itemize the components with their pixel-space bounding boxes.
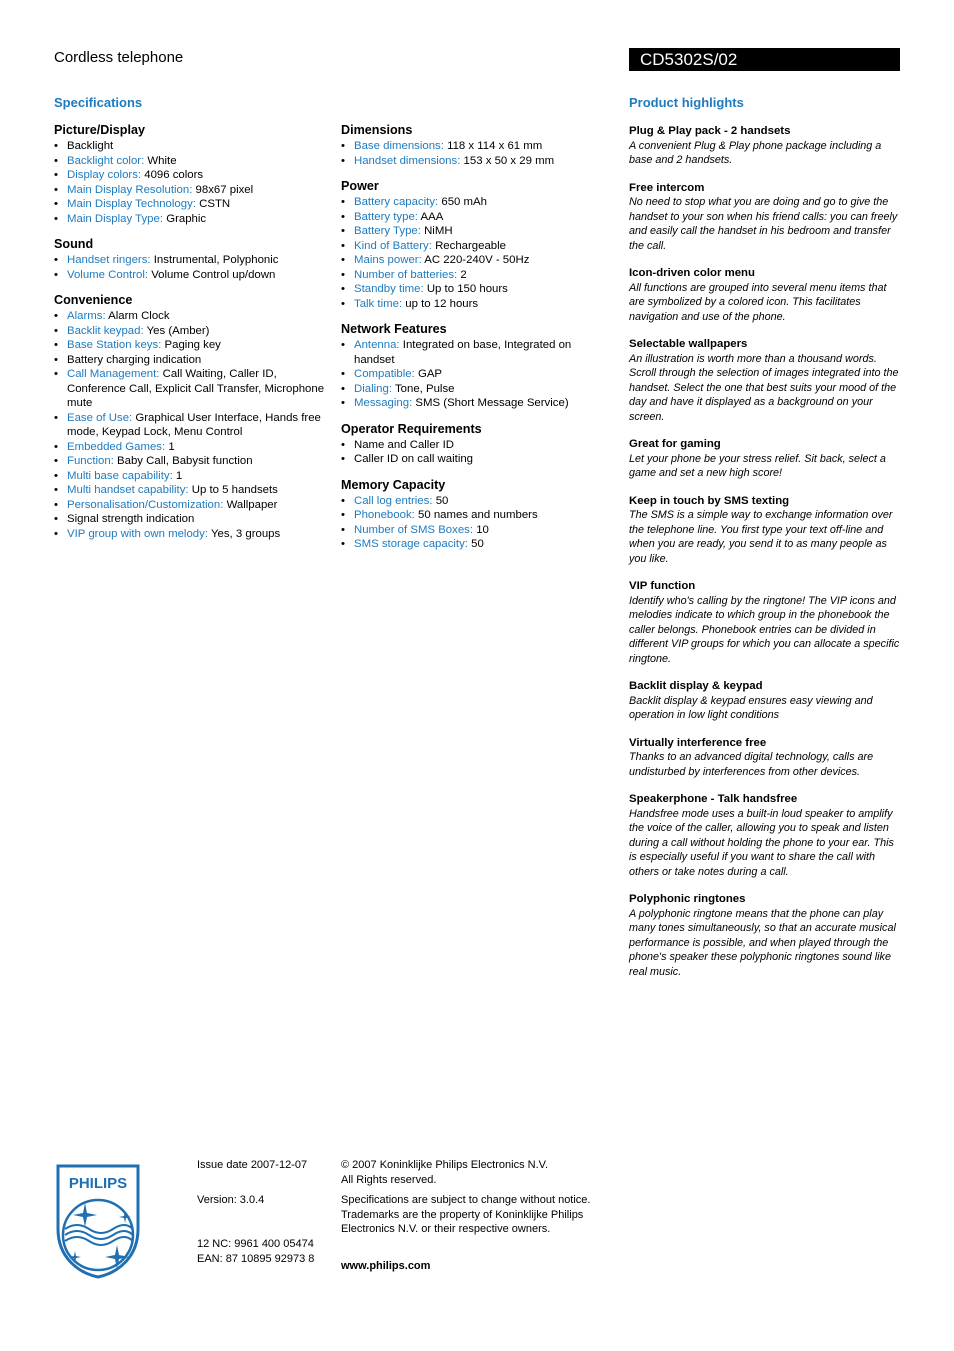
spec-item [54, 454, 329, 469]
spec-group-title: Network Features [341, 322, 447, 336]
spec-list [54, 139, 329, 226]
spec-label: Personalisation/Customization: [67, 498, 224, 511]
spec-value: Yes (Amber) [146, 324, 210, 337]
spec-group-convenience [54, 292, 329, 541]
spec-value: Caller ID on call waiting [354, 453, 474, 465]
spec-item [54, 411, 329, 440]
spec-item [341, 452, 586, 467]
spec-label: Base Station keys: [67, 339, 162, 351]
spec-value: Signal strength indication [67, 513, 195, 525]
spec-item [341, 253, 586, 268]
spec-label: Multi handset capability: [67, 484, 189, 496]
spec-item [54, 353, 329, 368]
specifications-heading: Specifications [54, 95, 143, 110]
spec-group-title: Dimensions [341, 123, 413, 137]
highlight-text: A convenient Plug & Play phone package including a base and 2 handsets. [629, 139, 882, 166]
highlight-keep-in-touch-by-sms-texting [629, 494, 901, 567]
highlight-text: An illustration is worth more than a thousand words. Scroll through the selection of images integrated into the handset. Select the one that best suits your mood of the day and have it displayed as a background on your screen. [629, 352, 899, 423]
highlight-icon-driven-color-menu [629, 266, 901, 324]
highlight-title: Polyphonic ringtones [629, 893, 746, 905]
specifications-column-1 [54, 122, 329, 551]
spec-item [341, 154, 586, 169]
spec-item [54, 309, 329, 324]
spec-item [341, 297, 586, 312]
ean-code: EAN: 87 10895 92973 8 [197, 1252, 315, 1265]
highlight-title: Selectable wallpapers [629, 338, 748, 350]
spec-label: Kind of Battery: [354, 239, 432, 252]
spec-item [54, 498, 329, 513]
spec-label: Display colors: [67, 169, 142, 181]
philips-shield-logo [55, 1163, 141, 1279]
highlight-title: Backlit display & keypad [629, 680, 763, 692]
spec-label: Battery type: [354, 210, 418, 223]
spec-item [341, 396, 586, 411]
spec-value: Yes, 3 groups [210, 527, 281, 540]
highlight-speakerphone-talk-handsfree [629, 792, 901, 879]
model-number-banner: CD5302S/02 [629, 48, 900, 71]
highlight-text: The SMS is a simple way to exchange information over the telephone line. You first type your text off-line and when you are ready, you send it to as many people as you like. [629, 509, 893, 565]
spec-value: Backlight [67, 140, 114, 152]
spec-value: 98x67 pixel [195, 183, 254, 196]
highlight-plug-play-pack-2-handsets [629, 124, 901, 168]
spec-item [341, 239, 586, 254]
philips-wordmark: PHILIPS [68, 1175, 128, 1192]
spec-label: Backlit keypad: [67, 324, 144, 337]
highlight-vip-function [629, 579, 901, 666]
spec-value: 10 [476, 523, 489, 536]
spec-group-power [341, 178, 586, 311]
spec-item [341, 508, 586, 523]
spec-value: 50 [435, 494, 449, 507]
spec-value: AC 220-240V - 50Hz [424, 254, 530, 266]
spec-label: Battery Type: [354, 225, 421, 237]
spec-group-sound [54, 236, 329, 282]
spec-list [54, 309, 329, 541]
spec-value: up to 12 hours [405, 297, 479, 310]
spec-list [341, 195, 586, 311]
spec-value: Graphic [166, 212, 207, 225]
highlight-title: Free intercom [629, 181, 705, 194]
spec-value: Alarm Clock [108, 310, 170, 322]
spec-item [341, 268, 586, 283]
spec-value: CSTN [199, 198, 231, 210]
highlight-text: Let your phone be your stress relief. Sit back, select a game and set a new high score! [629, 452, 886, 479]
spec-item [341, 210, 586, 225]
spec-value: Graphical User Interface, Hands free mode, Keypad Lock, Menu Control [67, 411, 321, 438]
spec-list [341, 494, 586, 552]
spec-group-title: Convenience [54, 293, 133, 307]
spec-label: Function: [67, 455, 114, 467]
highlight-title: Plug & Play pack - 2 handsets [629, 125, 791, 137]
footer-legal [341, 1158, 601, 1274]
spec-label: Number of batteries: [354, 268, 458, 281]
spec-value: GAP [417, 368, 443, 380]
spec-value: Volume Control up/down [151, 268, 276, 281]
disclaimer: Specifications are subject to change without notice. Trademarks are the property of Koninklijke Philips Electronics N.V. or their respective owners. [341, 1194, 591, 1236]
spec-label: Embedded Games: [67, 440, 166, 453]
highlight-backlit-display-keypad [629, 679, 901, 723]
website-link[interactable]: www.philips.com [341, 1259, 431, 1272]
spec-value: 118 x 114 x 61 mm [447, 140, 543, 152]
spec-label: Mains power: [354, 254, 422, 266]
highlight-polyphonic-ringtones [629, 892, 901, 979]
spec-value: Call Waiting, Caller ID, Conference Call, Explicit Call Transfer, Microphone mute [67, 368, 325, 409]
spec-value: 50 [471, 538, 484, 550]
spec-label: Talk time: [354, 297, 403, 310]
spec-item [341, 494, 586, 509]
spec-item [54, 527, 329, 542]
spec-label: Multi base capability: [67, 469, 173, 482]
spec-value: Wallpaper [226, 498, 278, 511]
spec-value: NiMH [424, 225, 453, 237]
highlight-virtually-interference-free [629, 736, 901, 780]
spec-value: Tone, Pulse [394, 382, 455, 395]
spec-value: Up to 5 handsets [191, 484, 278, 496]
spec-label: Call Management: [67, 368, 160, 380]
spec-item [54, 268, 329, 283]
version: Version: 3.0.4 [197, 1193, 265, 1206]
spec-item [54, 197, 329, 212]
spec-label: Messaging: [354, 397, 413, 409]
spec-label: Antenna: [354, 339, 400, 351]
highlight-text: Backlit display & keypad ensures easy viewing and operation in low light conditions [629, 694, 873, 721]
highlight-text: A polyphonic ringtone means that the phone can play many tones simultaneously, so that an accurate musical performance is possible, and when played through the phone's speaker these polyphonic ringtones sound like real music. [629, 907, 896, 978]
spec-item [341, 195, 586, 210]
spec-item [341, 438, 586, 453]
spec-value: 2 [460, 268, 467, 281]
highlight-title: Keep in touch by SMS texting [629, 494, 790, 507]
rights-reserved: All Rights reserved. [341, 1173, 437, 1186]
spec-group-picture-display [54, 122, 329, 226]
spec-label: Dialing: [354, 382, 392, 395]
copyright: © 2007 Koninklijke Philips Electronics N.V. [341, 1159, 549, 1171]
highlight-text: All functions are grouped into several menu items that are symbolized by a colored icon. This facilitates navigation and use of the phone. [629, 281, 887, 323]
spec-item [54, 469, 329, 484]
issue-date: Issue date 2007-12-07 [197, 1159, 308, 1171]
spec-item [341, 537, 586, 552]
spec-group-title: Power [341, 179, 379, 193]
spec-label: Main Display Type: [67, 212, 164, 225]
spec-label: Phonebook: [354, 509, 415, 521]
spec-label: Main Display Resolution: [67, 183, 193, 196]
spec-group-network-features [341, 321, 586, 411]
spec-item [54, 367, 329, 411]
spec-list [341, 438, 586, 467]
spec-label: Number of SMS Boxes: [354, 523, 474, 536]
spec-item [54, 483, 329, 498]
spec-value: Instrumental, Polyphonic [153, 254, 279, 266]
spec-item [54, 154, 329, 169]
spec-label: Backlight color: [67, 154, 145, 167]
spec-group-dimensions [341, 122, 586, 168]
spec-item [54, 183, 329, 198]
specifications-column-2 [341, 122, 586, 562]
spec-label: Main Display Technology: [67, 198, 196, 210]
spec-item [54, 253, 329, 268]
spec-group-title: Operator Requirements [341, 421, 482, 436]
spec-item [341, 367, 586, 382]
spec-label: Battery capacity: [354, 196, 439, 208]
highlight-title: Icon-driven color menu [629, 267, 755, 279]
spec-group-operator-requirements [341, 421, 586, 467]
spec-label: SMS storage capacity: [354, 538, 468, 550]
spec-label: Base dimensions: [354, 140, 444, 152]
spec-group-memory-capacity [341, 477, 586, 552]
spec-label: Compatible: [354, 368, 415, 380]
spec-value: 1 [175, 469, 183, 482]
spec-label: Handset ringers: [67, 254, 151, 266]
spec-value: Battery charging indication [67, 353, 202, 366]
spec-list [341, 139, 586, 168]
highlight-selectable-wallpapers [629, 337, 901, 424]
spec-item [341, 338, 586, 367]
highlight-title: Virtually interference free [629, 736, 767, 749]
spec-item [54, 212, 329, 227]
highlight-title: Great for gaming [629, 438, 721, 450]
highlight-text: No need to stop what you are doing and go to give the handset to your son when his friend calls: you can freely and easily call the handset in his bedroom and transfer the call. [629, 196, 898, 252]
spec-label: Call log entries: [354, 494, 433, 507]
spec-value: 650 mAh [441, 196, 487, 208]
highlight-title: Speakerphone - Talk handsfree [629, 793, 798, 805]
spec-value: 50 names and numbers [417, 509, 538, 521]
spec-value: Name and Caller ID [354, 438, 455, 451]
spec-value: Integrated on base, Integrated on handset [354, 339, 572, 366]
highlight-text: Identify who's calling by the ringtone! The VIP icons and melodies indicate to which group in the phonebook the caller belongs. Phonebook entries can be divided in different VIP groups for which you can allocate a specific ringtone. [629, 594, 900, 665]
highlights-heading: Product highlights [629, 95, 744, 110]
spec-list [54, 253, 329, 282]
highlight-text: Thanks to an advanced digital technology, calls are undisturbed by interferences from other devices. [629, 751, 874, 778]
spec-item [341, 224, 586, 239]
spec-label: Alarms: [67, 310, 106, 322]
spec-list [341, 338, 586, 411]
spec-value: Baby Call, Babysit function [117, 455, 253, 467]
spec-value: White [147, 154, 177, 167]
spec-label: Ease of Use: [67, 411, 133, 424]
spec-value: SMS (Short Message Service) [415, 397, 569, 409]
highlight-text: Handsfree mode uses a built-in loud speaker to amplify the voice of the caller, allowing you to speak and listen during a call without holding the phone to your ear. This is especially useful if you want to share the call with others or take notes during a call. [629, 807, 894, 878]
highlight-great-for-gaming [629, 437, 901, 481]
footer-document-info [197, 1158, 332, 1266]
spec-item [341, 382, 586, 397]
highlight-free-intercom [629, 181, 901, 254]
spec-item [54, 440, 329, 455]
spec-group-title: Picture/Display [54, 123, 145, 137]
spec-item [341, 282, 586, 297]
spec-item [54, 338, 329, 353]
spec-value: AAA [420, 210, 444, 223]
spec-label: Standby time: [354, 283, 424, 295]
spec-value: 153 x 50 x 29 mm [463, 154, 555, 167]
spec-item [54, 512, 329, 527]
spec-label: Volume Control: [67, 268, 149, 281]
document-type: Cordless telephone [54, 49, 184, 66]
spec-group-title: Sound [54, 237, 94, 251]
spec-item [54, 324, 329, 339]
spec-item [54, 168, 329, 183]
spec-label: Handset dimensions: [354, 154, 461, 167]
spec-item [341, 139, 586, 154]
spec-item [341, 523, 586, 538]
spec-value: Paging key [164, 339, 221, 351]
nc-code: 12 NC: 9961 400 05474 [197, 1238, 314, 1251]
spec-group-title: Memory Capacity [341, 477, 446, 492]
spec-value: Up to 150 hours [426, 283, 508, 295]
highlights-column [629, 124, 901, 992]
spec-item [54, 139, 329, 154]
spec-label: VIP group with own melody: [67, 527, 208, 540]
spec-value: 4096 colors [144, 169, 204, 181]
highlight-title: VIP function [629, 580, 696, 592]
spec-value: Rechargeable [435, 239, 506, 252]
spec-value: 1 [168, 440, 175, 453]
